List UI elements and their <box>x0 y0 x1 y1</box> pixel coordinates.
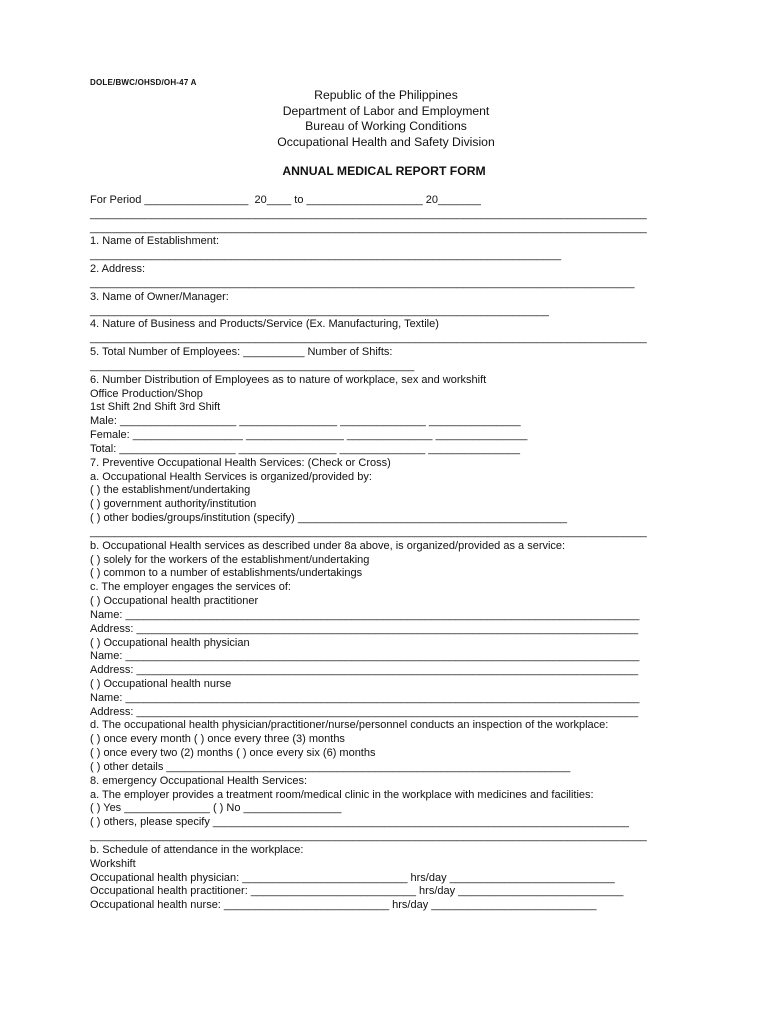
form-line: b. Occupational Health services as described under 8a above, is organized/provided as a service: <box>90 539 566 552</box>
form-line: Male: ___________________ ________________ ______________ _______________ <box>90 415 521 428</box>
form-line: ( ) solely for the workers of the establishment/undertaking <box>90 553 370 566</box>
form-line: a. Occupational Health Services is organized/provided by: <box>90 470 372 483</box>
header-line-republic: Republic of the Philippines <box>314 88 458 102</box>
form-line: Name: ____________________________________________________________________________________ <box>90 608 640 621</box>
form-title: ANNUAL MEDICAL REPORT FORM <box>282 164 486 178</box>
form-line: ( ) Occupational health nurse <box>90 677 232 690</box>
form-line: Occupational health nurse: ___________________________ hrs/day ___________________________ <box>90 899 597 912</box>
form-line: ( ) common to a number of establishments/undertakings <box>90 567 363 580</box>
form-line: 3. Name of Owner/Manager: <box>90 290 229 303</box>
form-line: 4. Nature of Business and Products/Service (Ex. Manufacturing, Textile) <box>90 318 439 331</box>
form-line: ( ) Occupational health physician <box>90 636 250 649</box>
form-line: 8. emergency Occupational Health Services: <box>90 774 308 787</box>
form-line: c. The employer engages the services of: <box>90 581 291 594</box>
form-line: ( ) other bodies/groups/institution (specify) ____________________________________________ <box>90 512 568 525</box>
form-line: ___________________________________________________________________________________________ <box>90 221 647 234</box>
form-line: 2. Address: <box>90 263 146 276</box>
form-line: ___________________________________________________________________________ <box>90 304 549 317</box>
form-line: ___________________________________________________________________________________________ <box>90 332 647 345</box>
header-line-division: Occupational Health and Safety Division <box>277 134 495 149</box>
header-line-department: Department of Labor and Employment <box>282 103 490 118</box>
form-line: _____________________________________________________________________________ <box>90 249 562 262</box>
form-line: 1st Shift 2nd Shift 3rd Shift <box>90 401 221 414</box>
form-code: DOLE/BWC/OHSD/OH-47 A <box>90 78 197 87</box>
form-line: ___________________________________________________________________________________________ <box>90 830 647 843</box>
form-line: Occupational health physician: ___________________________ hrs/day ___________________________ <box>90 871 615 884</box>
form-line: 5. Total Number of Employees: __________ Number of Shifts: <box>90 346 393 359</box>
header-line-bureau: Bureau of Working Conditions <box>305 119 467 133</box>
form-line: Occupational health practitioner: ___________________________ hrs/day ___________________________ <box>90 885 624 898</box>
form-line: Total: ___________________ ________________ ______________ _______________ <box>90 442 521 455</box>
form-line: ( ) the establishment/undertaking <box>90 484 251 497</box>
form-line: Name: ____________________________________________________________________________________ <box>90 650 640 663</box>
form-line: Address: __________________________________________________________________________________ <box>90 622 639 635</box>
form-line: ( ) Yes ______________ ( ) No ________________ <box>90 802 342 815</box>
form-line: _____________________________________________________ <box>90 359 415 372</box>
form-line: Address: __________________________________________________________________________________ <box>90 664 639 677</box>
form-body <box>90 194 670 913</box>
form-line: 6. Number Distribution of Employees as to nature of workplace, sex and workshift <box>90 373 487 386</box>
form-line: Office Production/Shop <box>90 387 203 400</box>
form-line: d. The occupational health physician/practitioner/nurse/personnel conducts an inspection of the workplace: <box>90 719 609 732</box>
form-line: _________________________________________________________________________________________ <box>90 276 635 289</box>
form-line: ( ) once every month ( ) once every three (3) months <box>90 733 345 746</box>
form-line: 7. Preventive Occupational Health Services: (Check or Cross) <box>90 456 391 469</box>
form-line: Female: __________________ ________________ ______________ _______________ <box>90 429 528 442</box>
form-line: ( ) Occupational health practitioner <box>90 595 259 608</box>
form-line: a. The employer provides a treatment room/medical clinic in the workplace with medicines and facilities: <box>90 788 594 801</box>
form-line: b. Schedule of attendance in the workplace: <box>90 843 304 856</box>
form-line: ( ) once every two (2) months ( ) once every six (6) months <box>90 747 376 760</box>
form-line: For Period _________________ 20____ to ___________________ 20_______ <box>90 194 481 206</box>
form-line: Workshift <box>90 857 136 870</box>
form-line: ___________________________________________________________________________________________ <box>90 207 647 220</box>
form-line: ( ) other details __________________________________________________________________ <box>90 760 571 773</box>
form-line: Name: ____________________________________________________________________________________ <box>90 691 640 704</box>
form-line: ( ) others, please specify ____________________________________________________________________ <box>90 816 629 829</box>
form-line: 1. Name of Establishment: <box>90 235 220 248</box>
form-line: Address: __________________________________________________________________________________ <box>90 705 639 718</box>
form-line: ( ) government authority/institution <box>90 498 257 511</box>
document-header <box>0 88 768 150</box>
form-line: ___________________________________________________________________________________________ <box>90 525 647 538</box>
